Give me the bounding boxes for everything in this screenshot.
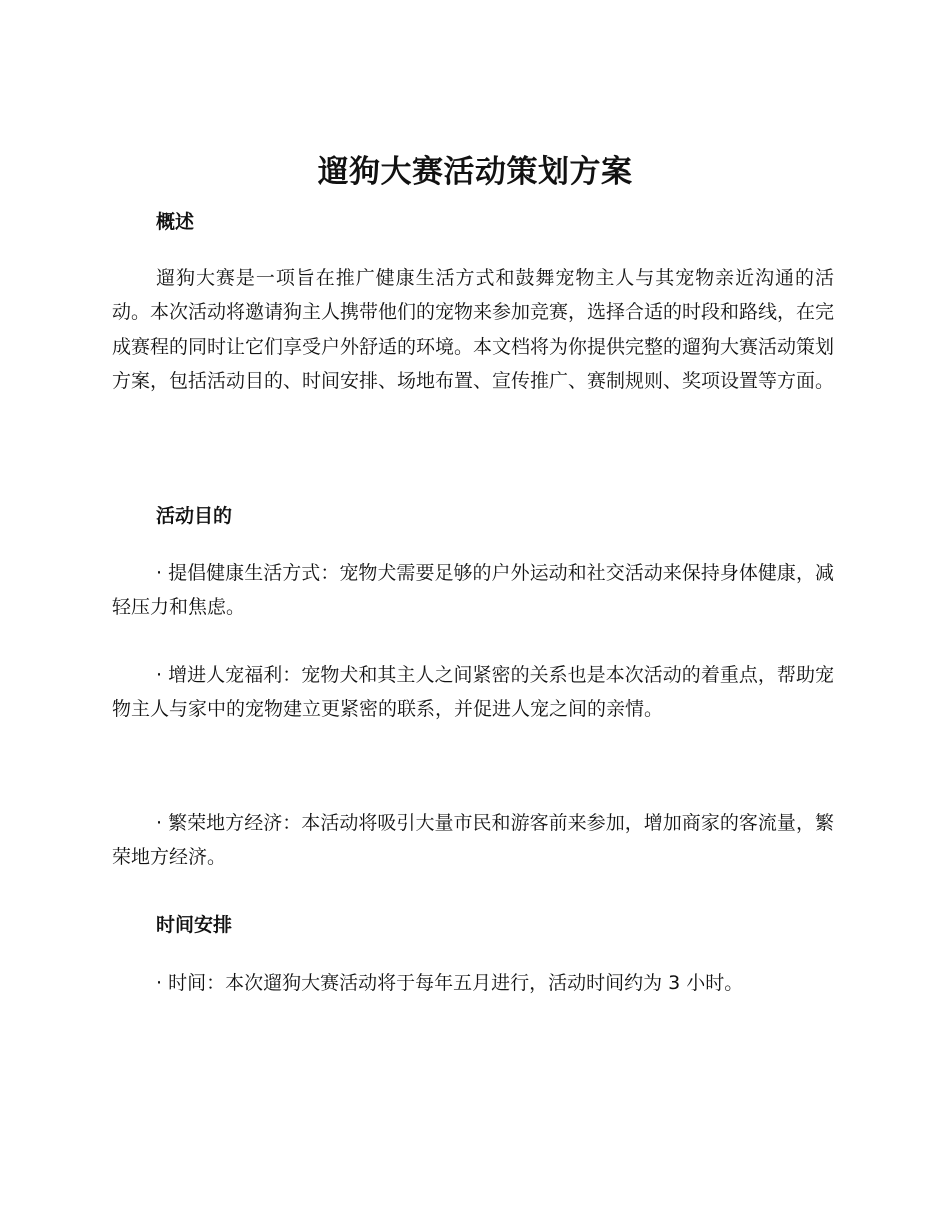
section-heading-schedule: 时间安排 xyxy=(156,914,233,936)
paragraph-purpose-welfare: · 增进人宠福利：宠物犬和其主人之间紧密的关系也是本次活动的着重点，帮助宠物主人与家中的宠物建立更紧密的联系，并促进人宠之间的亲情。 xyxy=(112,664,834,721)
paragraph-schedule-time: · 时间：本次遛狗大赛活动将于每年五月进行，活动时间约为 3 小时。 xyxy=(156,972,744,994)
paragraph-purpose-economy: · 繁荣地方经济：本活动将吸引大量市民和游客前来参加，增加商家的客流量，繁荣地方经济。 xyxy=(112,812,834,869)
document-title: 遛狗大赛活动策划方案 xyxy=(317,154,633,190)
paragraph-overview: 遛狗大赛是一项旨在推广健康生活方式和鼓舞宠物主人与其宠物亲近沟通的活动。本次活动将邀请狗主人携带他们的宠物来参加竞赛，选择合适的时段和路线，在完成赛程的同时让它们享受户外舒适的环境。本文档将为你提供完整的遛狗大赛活动策划方案，包括活动目的、时间安排、场地布置、宣传推广、赛制规则、奖项设置等方面。 xyxy=(112,267,835,392)
section-heading-overview: 概述 xyxy=(156,211,195,233)
section-heading-purpose: 活动目的 xyxy=(156,505,233,527)
paragraph-purpose-health: · 提倡健康生活方式：宠物犬需要足够的户外运动和社交活动来保持身体健康，减轻压力和焦虑。 xyxy=(112,562,834,619)
